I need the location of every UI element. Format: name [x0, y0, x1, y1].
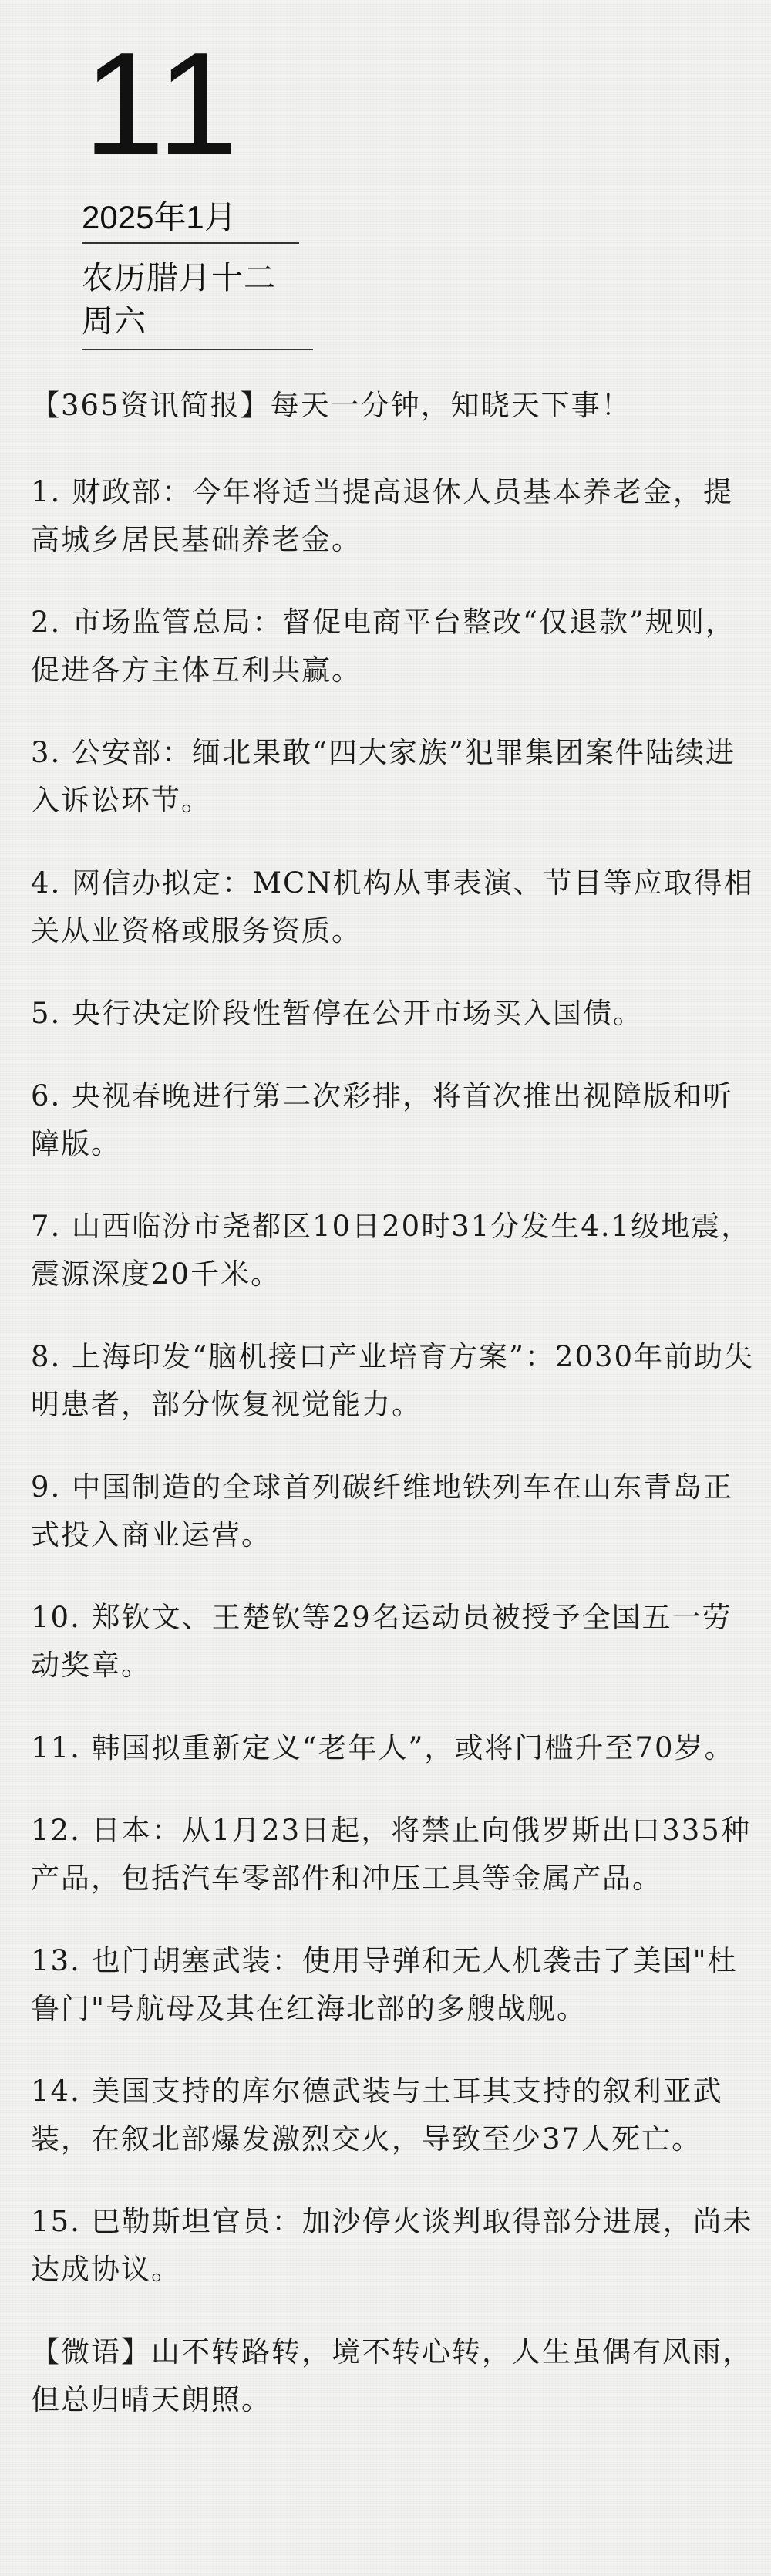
- news-item-7: 7. 山西临汾市尧都区10日20时31分发生4.1级地震，震源深度20千米。: [31, 1210, 752, 1291]
- news-item-1: 1. 财政部：今年将适当提高退休人员基本养老金，提高城乡居民基础养老金。: [31, 475, 734, 556]
- news-item-5: 5. 央行决定阶段性暂停在公开市场买入国债。: [31, 997, 644, 1030]
- news-item-6: 6. 央视春晚进行第二次彩排，将首次推出视障版和听障版。: [31, 1079, 734, 1160]
- news-item-12: 12. 日本：从1月23日起，将禁止向俄罗斯出口335种产品，包括汽车零部件和冲压工具等金属产品。: [31, 1814, 751, 1895]
- brief-intro: 【365资讯简报】每天一分钟，知晓天下事！: [31, 389, 631, 422]
- news-item-3: 3. 公安部：缅北果敢“四大家族”犯罪集团案件陆续进入诉讼环节。: [31, 736, 736, 817]
- year-month: 2025年1月: [82, 196, 299, 244]
- day-number: 11: [83, 22, 242, 186]
- news-item-4: 4. 网信办拟定：MCN机构从事表演、节目等应取得相关从业资格或服务资质。: [31, 866, 754, 947]
- news-item-14: 14. 美国支持的库尔德武装与土耳其支持的叙利亚武装，在叙北部爆发激烈交火，导致至少37人死亡。: [31, 2075, 723, 2156]
- news-item-9: 9. 中国制造的全球首列碳纤维地铁列车在山东青岛正式投入商业运营。: [31, 1470, 734, 1551]
- lunar-date: 农历腊月十二 周六: [82, 256, 313, 350]
- daily-quote: 【微语】山不转路转，境不转心转，人生虽偶有风雨，但总归晴天朗照。: [31, 2335, 752, 2416]
- news-brief: [31, 382, 756, 2459]
- news-item-11: 11. 韩国拟重新定义“老年人”，或将门槛升至70岁。: [31, 1731, 735, 1764]
- news-item-10: 10. 郑钦文、王楚钦等29名运动员被授予全国五一劳动奖章。: [31, 1601, 732, 1682]
- date-header: [82, 22, 313, 350]
- news-item-2: 2. 市场监管总局：督促电商平台整改“仅退款”规则，促进各方主体互利共赢。: [31, 606, 736, 687]
- news-item-15: 15. 巴勒斯坦官员：加沙停火谈判取得部分进展，尚未达成协议。: [31, 2205, 753, 2286]
- news-item-13: 13. 也门胡塞武装：使用导弹和无人机袭击了美国"杜鲁门"号航母及其在红海北部的多艘战舰。: [31, 1944, 738, 2025]
- news-item-8: 8. 上海印发“脑机接口产业培育方案”：2030年前助失明患者，部分恢复视觉能力。: [31, 1340, 755, 1421]
